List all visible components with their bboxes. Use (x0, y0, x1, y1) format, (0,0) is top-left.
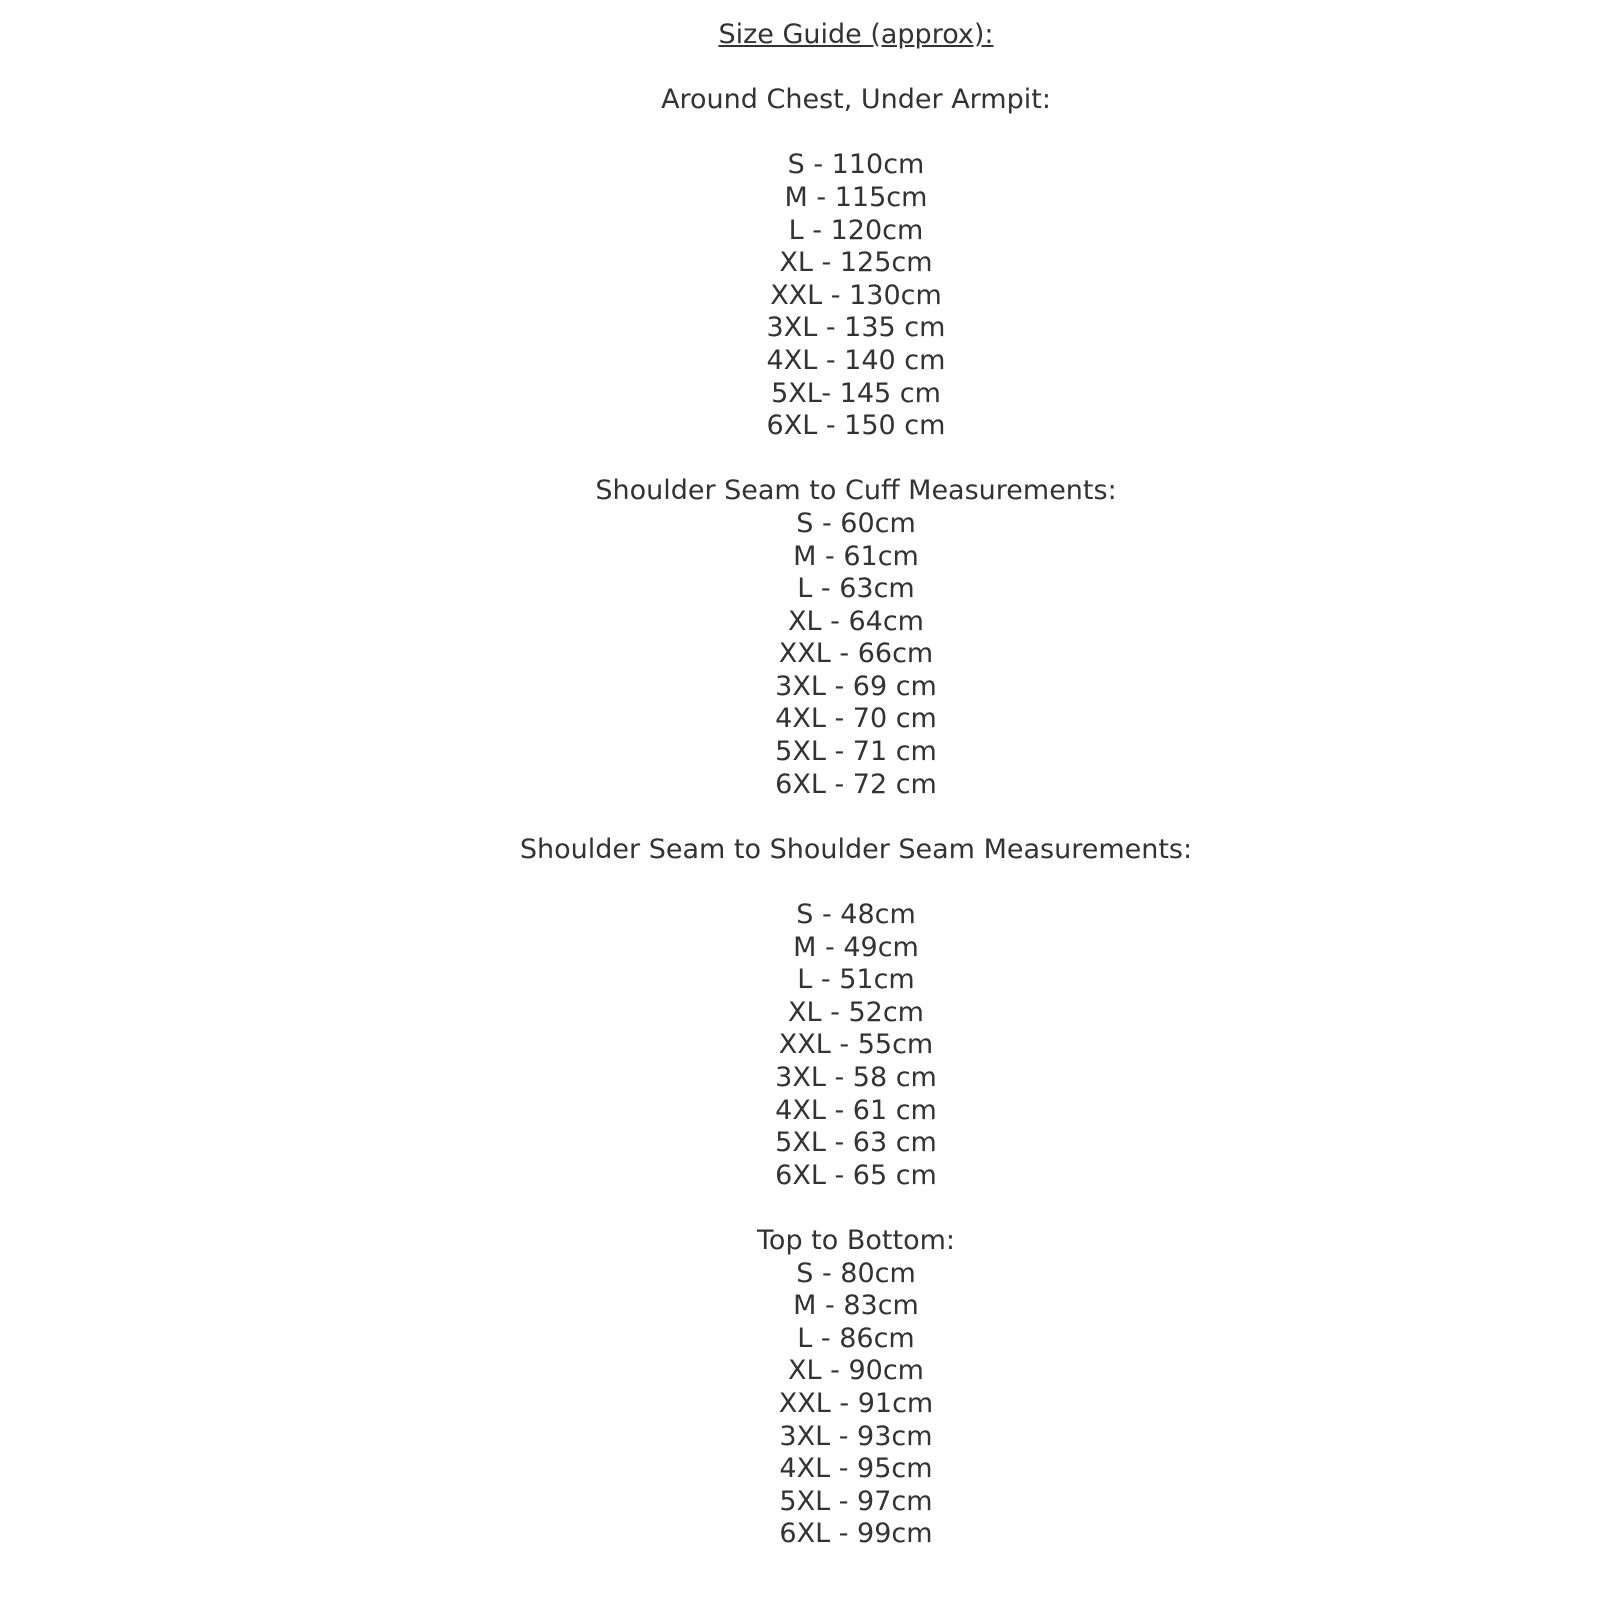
blank-line (112, 443, 1600, 476)
blank-line (112, 801, 1600, 834)
size-row: 4XL - 70 cm (775, 703, 937, 735)
blank-line (112, 52, 1600, 85)
size-row: L - 120cm (788, 214, 924, 246)
size-row: 3XL - 58 cm (775, 1062, 937, 1093)
size-row: 4XL - 61 cm (775, 1094, 937, 1126)
size-row: 4XL - 95cm (779, 1453, 933, 1485)
size-row: 5XL - 71 cm (775, 736, 937, 768)
size-row: XXL - 91cm (778, 1387, 934, 1419)
size-row: L - 51cm (797, 964, 915, 996)
size-row: 6XL - 150 cm (766, 410, 946, 442)
section-heading-shoulder-to-cuff: Shoulder Seam to Cuff Measurements: (595, 475, 1117, 507)
size-row: 6XL - 65 cm (775, 1159, 937, 1191)
blank-line (112, 866, 1600, 899)
size-row: 5XL- 145 cm (771, 377, 941, 409)
size-row: 6XL - 99cm (779, 1518, 933, 1550)
size-row: XL - 64cm (788, 605, 924, 637)
size-row: XXL - 66cm (778, 638, 934, 670)
size-row: 3XL - 135 cm (766, 312, 946, 344)
size-guide-title: Size Guide (approx): (718, 19, 994, 50)
size-row: 3XL - 69 cm (775, 670, 937, 702)
size-row: S - 48cm (796, 899, 916, 931)
size-row: M - 83cm (793, 1290, 919, 1322)
size-row: S - 60cm (796, 507, 916, 539)
size-row: M - 61cm (793, 540, 919, 572)
blank-line (112, 117, 1600, 150)
size-row: S - 80cm (796, 1257, 916, 1289)
size-row: XXL - 130cm (770, 279, 942, 311)
size-row: 6XL - 72 cm (775, 768, 937, 800)
size-row: L - 63cm (797, 573, 915, 605)
size-row: 5XL - 63 cm (775, 1127, 937, 1159)
size-row: M - 49cm (793, 931, 919, 963)
size-row: XL - 90cm (788, 1355, 924, 1387)
size-row: 5XL - 97cm (779, 1485, 933, 1517)
size-row: XL - 52cm (788, 996, 924, 1028)
size-row: XL - 125cm (779, 247, 933, 279)
size-row: L - 86cm (797, 1322, 915, 1354)
size-row: S - 110cm (787, 149, 925, 181)
size-row: 4XL - 140 cm (766, 344, 946, 376)
size-row: XXL - 55cm (778, 1029, 934, 1061)
section-heading-shoulder-to-shoulder: Shoulder Seam to Shoulder Seam Measurements: (519, 833, 1193, 865)
blank-line (112, 1192, 1600, 1225)
section-heading-around-chest: Around Chest, Under Armpit: (661, 84, 1051, 116)
size-row: 3XL - 93cm (779, 1420, 933, 1452)
size-row: M - 115cm (784, 181, 928, 213)
section-heading-top-to-bottom: Top to Bottom: (757, 1224, 955, 1256)
